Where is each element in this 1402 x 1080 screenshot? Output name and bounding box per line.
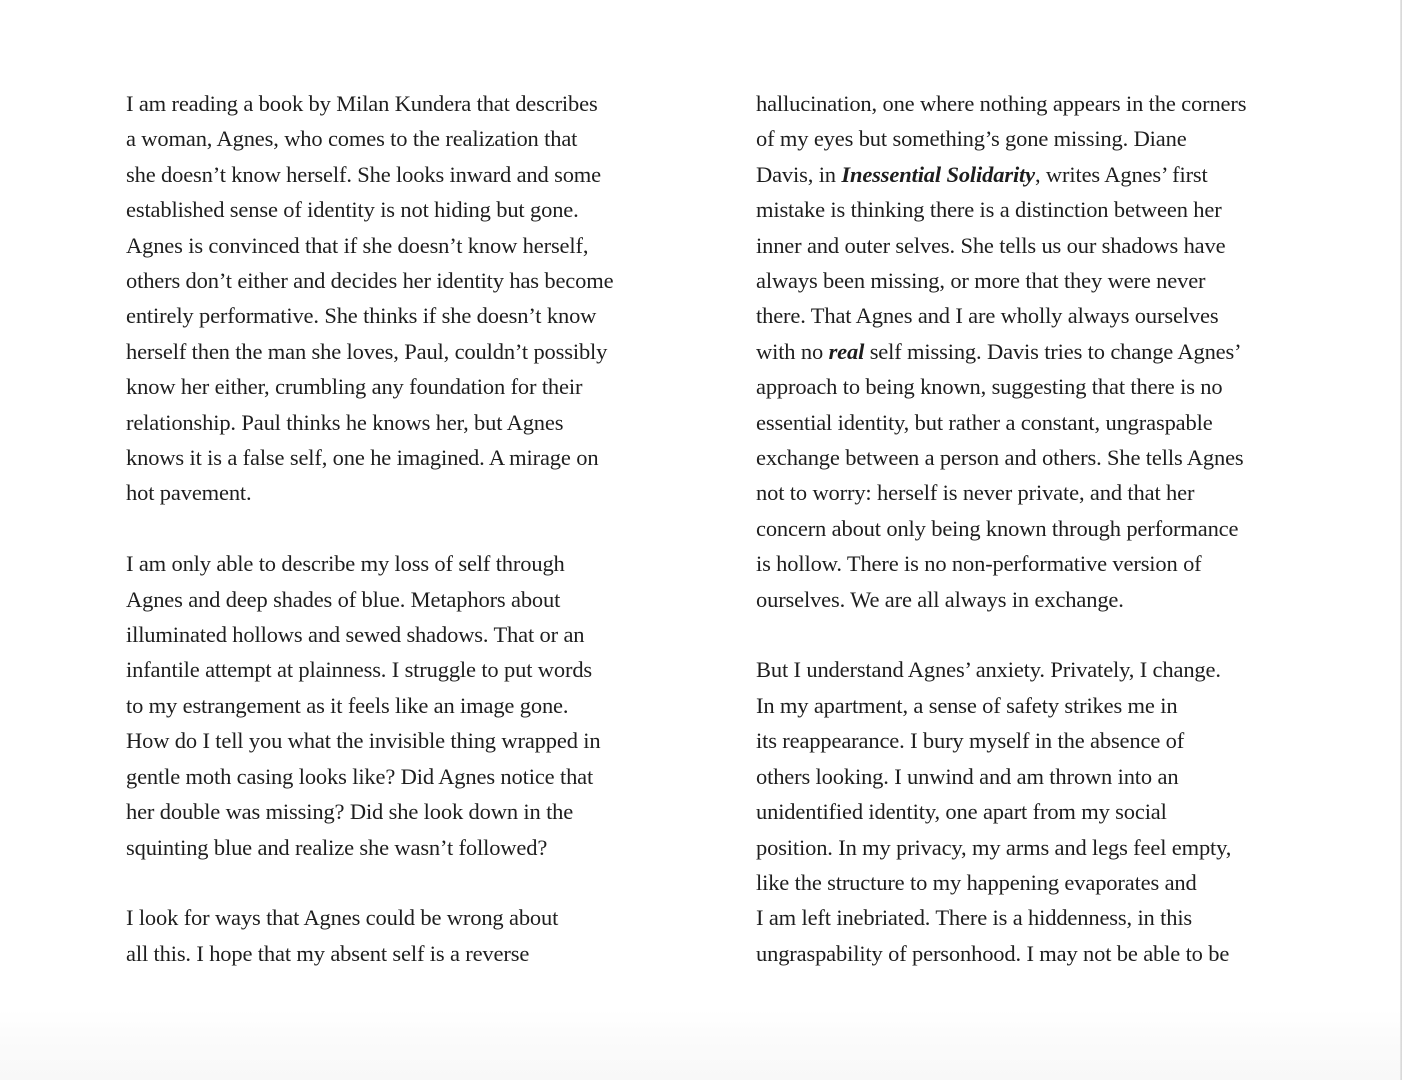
text-line: position. In my privacy, my arms and legs feel empty, [756, 834, 1232, 860]
text-line: entirely performative. She thinks if she doesn’t know [126, 303, 597, 329]
text-line: I am only able to describe my loss of self through [126, 551, 565, 577]
text-segment: Davis, in [756, 161, 842, 187]
text-line: her double was missing? Did she look down in the [126, 799, 574, 825]
text-line: exchange between a person and others. She tells Agnes [756, 445, 1244, 471]
text-line: I am reading a book by Milan Kundera that describes [126, 91, 598, 116]
paragraph-1 [126, 86, 701, 511]
text-line: concern about only being known through performance [756, 515, 1239, 541]
text-line: squinting blue and realize she wasn’t followed? [126, 834, 548, 860]
text-line: its reappearance. I bury myself in the absence of [756, 728, 1185, 754]
text-line: to my estrangement as it feels like an image gone. [126, 692, 569, 718]
text-line: essential identity, but rather a constant, ungraspable [756, 409, 1213, 435]
text-line: But I understand Agnes’ anxiety. Privately, I change. [756, 657, 1221, 683]
text-line: others don’t either and decides her identity has become [126, 268, 614, 294]
text-segment: self missing. Davis tries to change Agnes’ [864, 338, 1242, 364]
text-line: Agnes and deep shades of blue. Metaphors about [126, 586, 561, 612]
text-line: others looking. I unwind and am thrown into an [756, 763, 1179, 789]
text-line: is hollow. There is no non-performative version of [756, 551, 1202, 577]
word-emphasis: real [828, 338, 865, 364]
text-line: approach to being known, suggesting that there is no [756, 374, 1223, 400]
text-line: ourselves. We are all always in exchange. [756, 586, 1124, 612]
paragraph-2 [126, 546, 701, 865]
text-line: know her either, crumbling any foundation for their [126, 374, 583, 400]
right-column [756, 86, 1356, 971]
text-line: illuminated hollows and sewed shadows. That or an [126, 622, 585, 648]
text-line: infantile attempt at plainness. I struggle to put words [126, 657, 593, 683]
text-line: mistake is thinking there is a distinction between her [756, 197, 1222, 223]
text-line: Agnes is convinced that if she doesn’t know herself, [126, 232, 589, 258]
text-line: inner and outer selves. She tells us our shadows have [756, 232, 1226, 258]
left-column [126, 86, 701, 971]
text-line: I am left inebriated. There is a hiddenness, in this [756, 905, 1193, 931]
text-line: not to worry: herself is never private, and that her [756, 480, 1195, 506]
text-line: unidentified identity, one apart from my social [756, 799, 1167, 825]
text-line: a woman, Agnes, who comes to the realization that [126, 126, 578, 152]
book-title-emphasis: Inessential Solidarity [841, 161, 1035, 187]
paragraph-3 [126, 900, 701, 971]
text-line: she doesn’t know herself. She looks inward and some [126, 161, 601, 187]
paragraph-1 [756, 86, 1356, 617]
text-line [756, 157, 1356, 192]
text-line: always been missing, or more that they were never [756, 268, 1206, 294]
text-line: ungraspability of personhood. I may not be able to be [756, 940, 1230, 966]
text-line: In my apartment, a sense of safety strikes me in [756, 692, 1178, 718]
paragraph-break [756, 617, 1356, 652]
text-line: How do I tell you what the invisible thing wrapped in [126, 728, 601, 754]
text-line: of my eyes but something’s gone missing. Diane [756, 126, 1187, 152]
text-line: all this. I hope that my absent self is a reverse [126, 940, 530, 966]
text-line: established sense of identity is not hiding but gone. [126, 197, 579, 223]
paragraph-break [126, 865, 701, 900]
text-line [756, 334, 1356, 369]
paragraph-2 [756, 652, 1356, 971]
text-line: hallucination, one where nothing appears in the corners [756, 91, 1247, 116]
text-segment: with no [756, 338, 829, 364]
text-line: relationship. Paul thinks he knows her, but Agnes [126, 409, 564, 435]
text-line: herself then the man she loves, Paul, couldn’t possibly [126, 338, 608, 364]
text-segment: , writes Agnes’ first [1034, 161, 1208, 187]
text-line: there. That Agnes and I are wholly always ourselves [756, 303, 1219, 329]
text-line: knows it is a false self, one he imagined. A mirage on [126, 445, 599, 471]
paragraph-break [126, 511, 701, 546]
text-line: I look for ways that Agnes could be wrong about [126, 905, 559, 931]
text-line: gentle moth casing looks like? Did Agnes notice that [126, 763, 594, 789]
text-line: hot pavement. [126, 480, 252, 506]
text-line: like the structure to my happening evaporates and [756, 869, 1197, 895]
